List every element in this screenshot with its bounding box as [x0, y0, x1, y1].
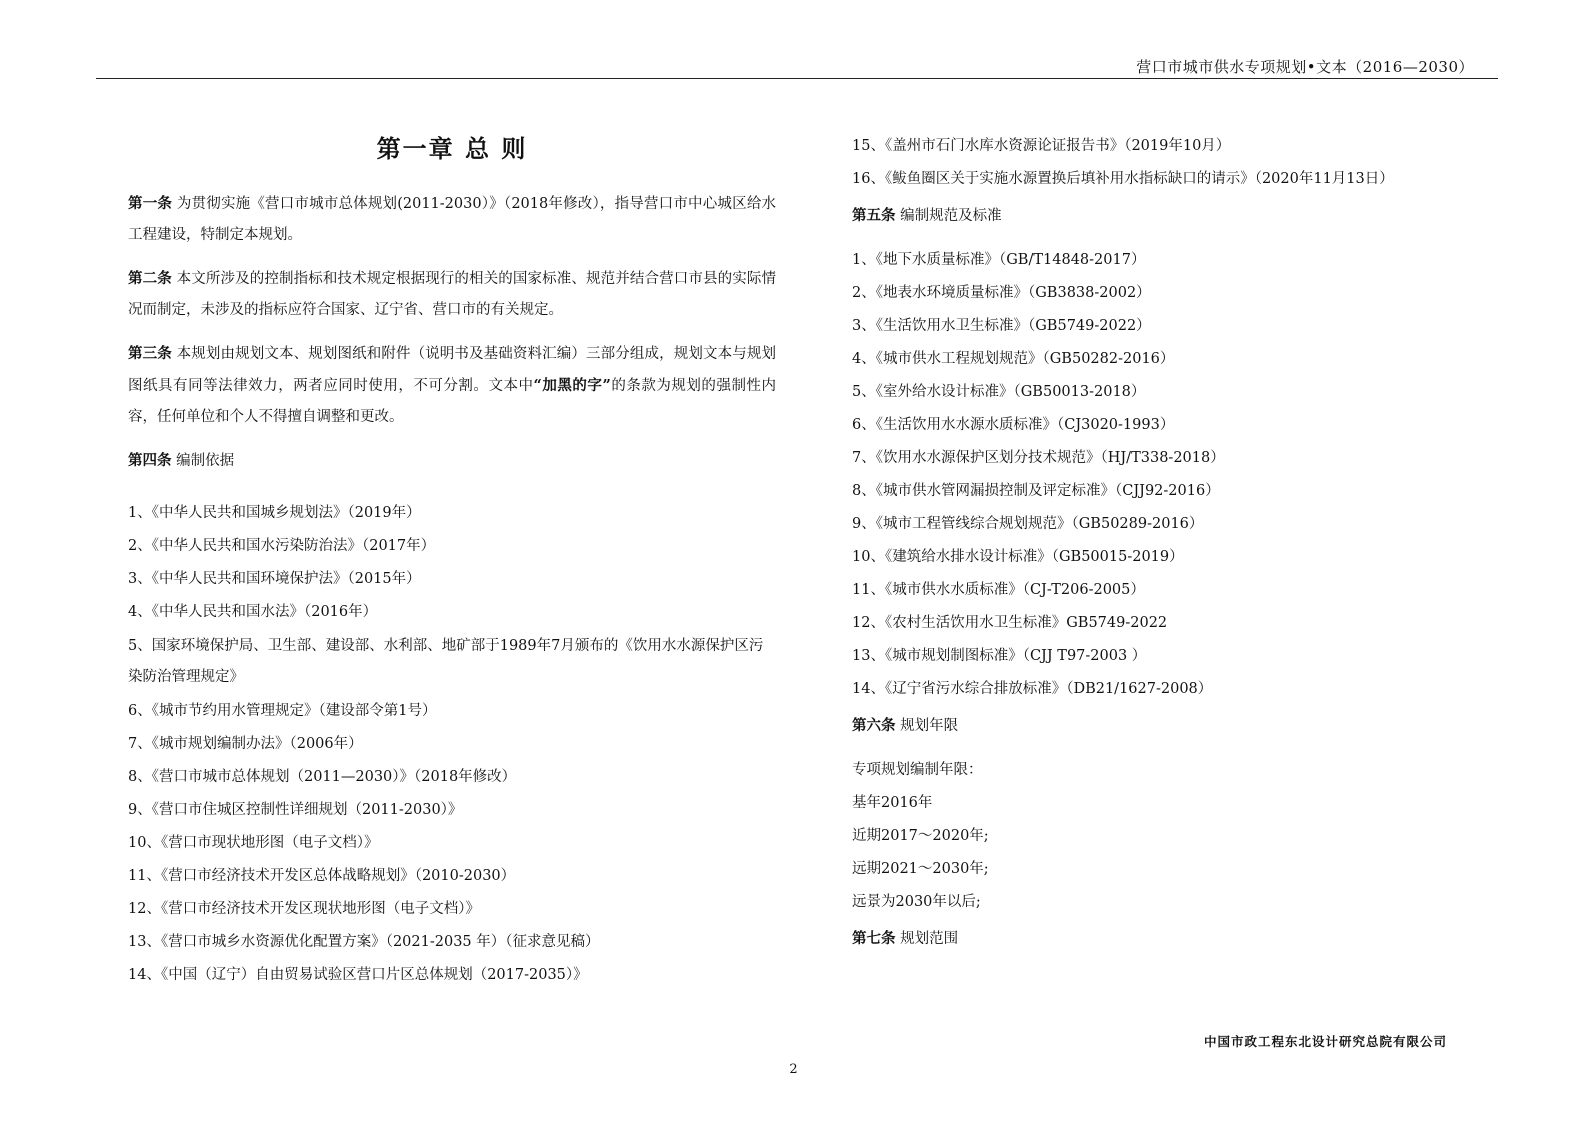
article-5-label: 第五条 — [852, 207, 896, 224]
basis-item: 1、《中华人民共和国城乡规划法》（2019年） — [128, 505, 421, 521]
basis-item: 12、《营口市经济技术开发区现状地形图（电子文档）》 — [128, 901, 480, 917]
list-gap — [128, 489, 776, 497]
basis-item: 6、《城市节约用水管理规定》（建设部令第1号） — [128, 703, 437, 719]
header-rule — [96, 78, 1498, 79]
standard-item: 10、《建筑给水排水设计标准》（GB50015-2019） — [852, 549, 1184, 565]
page-number: 2 — [789, 1062, 798, 1077]
article-1-label: 第一条 — [128, 195, 173, 212]
article-1-text: 为贯彻实施《营口市城市总体规划(2011-2030）》（2018年修改），指导营口市中心城区给水工程建设，特制定本规划。 — [128, 196, 777, 243]
basis-item: 13、《营口市城乡水资源优化配置方案》（2021-2035 年）（征求意见稿） — [128, 934, 600, 950]
standard-item: 2、《地表水环境质量标准》（GB3838-2002） — [852, 285, 1151, 301]
basis-item: 7、《城市规划编制办法》（2006年） — [128, 736, 363, 752]
basis-item: 9、《营口市住城区控制性详细规划（2011-2030）》 — [128, 802, 463, 818]
footer-company: 中国市政工程东北设计研究总院有限公司 — [1203, 1034, 1447, 1049]
planning-period — [852, 754, 1492, 919]
planning-period-line: 远期2021～2030年; — [852, 861, 989, 877]
basis-item: 15、《盖州市石门水库水资源论证报告书》（2019年10月） — [852, 138, 1231, 154]
basis-item: 2、《中华人民共和国水污染防治法》（2017年） — [128, 538, 436, 554]
basis-item: 10、《营口市现状地形图（电子文档）》 — [128, 835, 379, 851]
standard-item: 3、《生活饮用水卫生标准》（GB5749-2022） — [852, 318, 1151, 334]
basis-item: 11、《营口市经济技术开发区总体战略规划》（2010-2030） — [128, 868, 516, 884]
article-7-label: 第七条 — [852, 930, 896, 947]
article-2-text: 本文所涉及的控制指标和技术规定根据现行的相关的国家标准、规范并结合营口市县的实际情况而制定，未涉及的指标应符合国家、辽宁省、营口市的有关规定。 — [128, 271, 777, 318]
standard-item: 14、《辽宁省污水综合排放标准》（DB21/1627-2008） — [852, 681, 1213, 697]
left-column — [128, 134, 776, 992]
article-2-label: 第二条 — [128, 270, 172, 287]
basis-list — [128, 497, 776, 992]
standards-list — [852, 244, 1492, 706]
standard-item: 11、《城市供水水质标准》（CJ-T206-2005） — [852, 582, 1145, 598]
standard-item: 4、《城市供水工程规划规范》（GB50282-2016） — [852, 351, 1175, 367]
standard-item: 13、《城市规划制图标准》（CJJ T97-2003 ） — [852, 648, 1147, 664]
basis-item: 3、《中华人民共和国环境保护法》（2015年） — [128, 571, 421, 587]
article-4-title: 编制依据 — [171, 453, 235, 469]
standard-item: 6、《生活饮用水水源水质标准》（CJ3020-1993） — [852, 417, 1175, 433]
basis-item: 16、《鲅鱼圈区关于实施水源置换后填补用水指标缺口的请示》（2020年11月13日） — [852, 171, 1394, 187]
article-7-title: 规划范围 — [895, 931, 959, 947]
article-2 — [128, 263, 776, 326]
standard-item: 9、《城市工程管线综合规划规范》（GB50289-2016） — [852, 516, 1204, 532]
article-3-text-after: 的条款为规划的强制性内容，任何单位和个人不得擅自调整和更改。 — [128, 378, 777, 425]
article-4-label: 第四条 — [128, 452, 172, 469]
article-4-heading — [128, 445, 776, 477]
planning-period-line: 近期2017～2020年; — [852, 828, 989, 844]
article-3-label: 第三条 — [128, 345, 172, 362]
article-3-bold-phrase: “加黑的字” — [533, 377, 611, 394]
header-title: 营口市城市供水专项规划•文本（2016—2030） — [1136, 58, 1474, 76]
chapter-title: 第一章 总 则 — [376, 134, 528, 163]
article-5-heading — [852, 200, 1492, 232]
article-6-label: 第六条 — [852, 717, 896, 734]
article-3-text-before: 本规划由规划文本、规划图纸和附件（说明书及基础资料汇编）三部分组成，规划文本与规划图纸具有同等法律效力，两者应同时使用，不可分割。文本中 — [128, 346, 777, 394]
article-7-heading — [852, 923, 1492, 955]
planning-period-line: 远景为2030年以后; — [852, 894, 981, 910]
standard-item: 7、《饮用水水源保护区划分技术规范》（HJ/T338-2018） — [852, 450, 1225, 466]
planning-period-line: 专项规划编制年限： — [852, 762, 983, 778]
article-3 — [128, 338, 776, 433]
basis-item: 4、《中华人民共和国水法》（2016年） — [128, 604, 378, 620]
standard-item: 12、《农村生活饮用水卫生标准》GB5749-2022 — [852, 615, 1168, 631]
right-column — [852, 130, 1492, 967]
standard-item: 1、《地下水质量标准》（GB/T14848-2017） — [852, 252, 1146, 268]
article-6-title: 规划年限 — [895, 718, 959, 734]
article-1 — [128, 188, 776, 251]
basis-item: 14、《中国（辽宁）自由贸易试验区营口片区总体规划（2017-2035）》 — [128, 967, 588, 983]
planning-period-line: 基年2016年 — [852, 795, 933, 811]
standard-item: 5、《室外给水设计标准》（GB50013-2018） — [852, 384, 1146, 400]
standard-item: 8、《城市供水管网漏损控制及评定标准》（CJJ92-2016） — [852, 483, 1220, 499]
article-5-title: 编制规范及标准 — [895, 208, 1002, 224]
basis-item: 5、国家环境保护局、卫生部、建设部、水利部、地矿部于1989年7月颁布的《饮用水水源保护区污染防治管理规定》 — [128, 638, 764, 685]
article-6-heading — [852, 710, 1492, 742]
basis-item: 8、《营口市城市总体规划（2011—2030）》（2018年修改） — [128, 769, 517, 785]
